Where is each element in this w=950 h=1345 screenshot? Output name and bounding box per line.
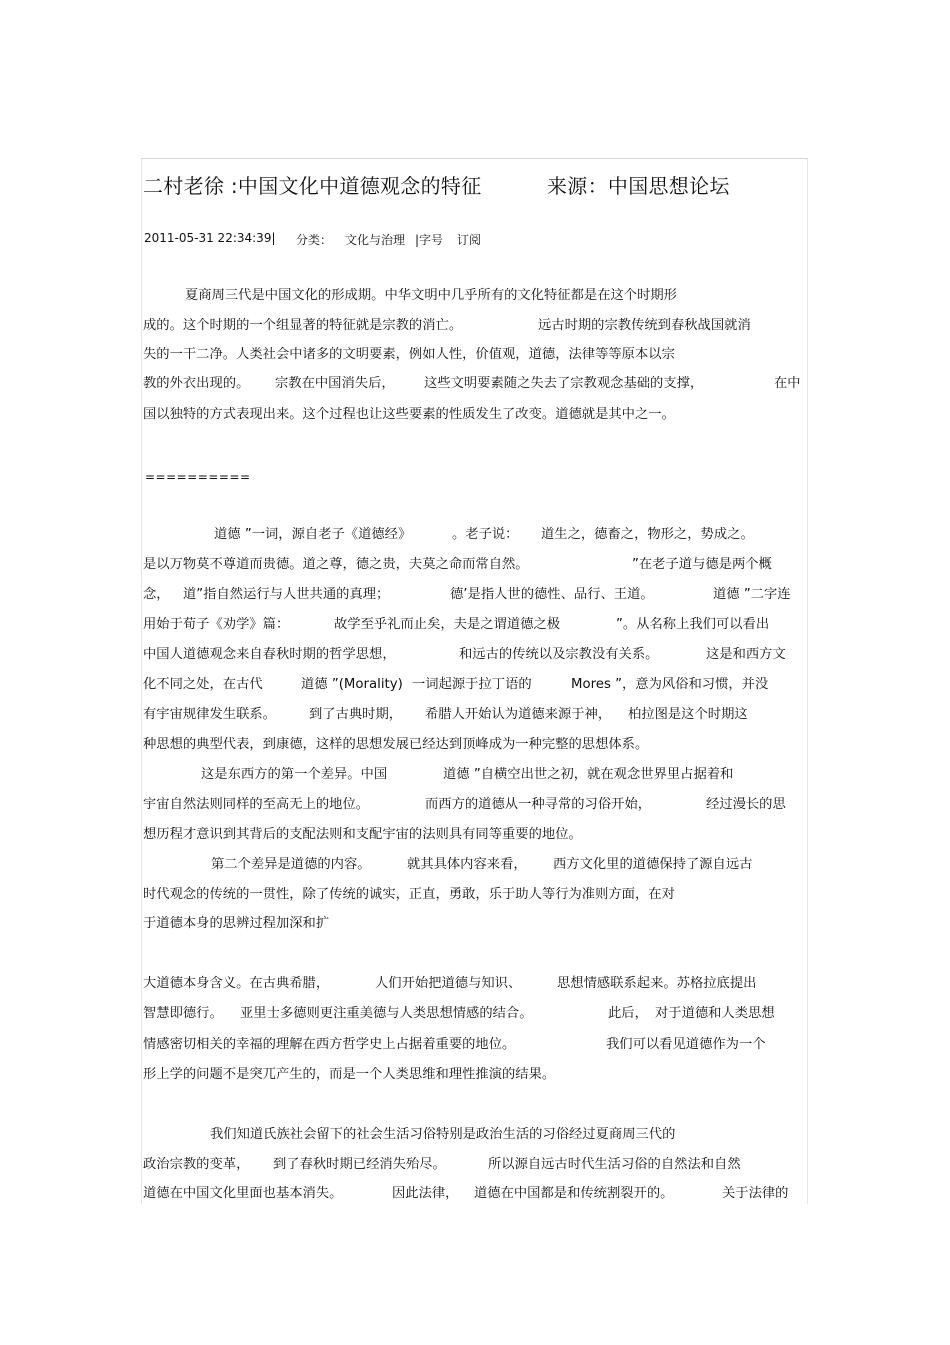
text-line: 中国人道德观念来自春秋时期的哲学思想， — [143, 647, 396, 662]
text-line: 关于法律的 — [722, 1186, 789, 1201]
text-line: 道德 ”一词，源自老子《道德经》 — [214, 527, 412, 542]
text-line: 我们可以看见道德作为一个 — [606, 1037, 766, 1052]
text-line: 想历程才意识到其背后的支配法则和支配宇宙的法则具有同等重要的地位。 — [143, 827, 582, 842]
text-line: 此后， — [608, 1006, 648, 1021]
text-line: 德’是指人世的德性、品行、王道。 — [450, 587, 654, 602]
text-line: Mores ”，意为风俗和习惯，并没 — [571, 677, 769, 692]
text-line: 对于道德和人类思想 — [655, 1006, 775, 1021]
category-label: 分类： — [296, 233, 333, 247]
text-line: 宇宙自然法则同样的至高无上的地位。 — [143, 797, 370, 812]
text-line: 思想情感联系起来。苏格拉底提出 — [557, 976, 757, 991]
text-line: 夏商周三代是中国文化的形成期。中华文明中几乎所有的文化特征都是在这个时期形 — [185, 288, 677, 303]
text-line: 失的一干二净。人类社会中诸多的文明要素，例如人性，价值观，道德，法律等等原本以宗 — [143, 347, 675, 362]
text-line: 这是东西方的第一个差异。中国 — [201, 767, 388, 782]
text-line: 国以独特的方式表现出来。这个过程也让这些要素的性质发生了改变。道德就是其中之一。 — [143, 407, 675, 422]
text-line: 这是和西方文 — [706, 647, 786, 662]
text-line: 。老子说： — [452, 527, 519, 542]
text-line: 道德在中国文化里面也基本消失。 — [143, 1186, 343, 1201]
category-link[interactable]: 文化与治理 — [345, 233, 406, 247]
text-line: 这些文明要素随之失去了宗教观念基础的支撑， — [424, 376, 704, 391]
text-line: 希腊人开始认为道德来源于神， — [425, 707, 612, 722]
text-line: 化不同之处，在古代 — [143, 677, 263, 692]
text-line: 因此法律， — [392, 1186, 459, 1201]
text-line: 于道德本身的思辨过程加深和扩 — [143, 916, 330, 931]
text-line: 道德 ”自横空出世之初，就在观念世界里占据着和 — [443, 767, 734, 782]
text-line: 成的。这个时期的一个组显著的特征就是宗教的消亡。 — [143, 318, 463, 333]
text-line: 就其具体内容来看， — [407, 857, 527, 872]
separator: ========== — [145, 470, 251, 484]
article-source: 来源：中国思想论坛 — [547, 174, 730, 198]
text-line: 亚里士多德则更注重美德与人类思想情感的结合。 — [240, 1006, 533, 1021]
text-line: 人们开始把道德与知识、 — [375, 976, 522, 991]
text-line: 故学至乎礼而止矣，夫是之谓道德之极 — [334, 617, 561, 632]
text-line: 而西方的道德从一种寻常的习俗开始， — [425, 797, 652, 812]
text-line: 到了春秋时期已经消失殆尽。 — [273, 1157, 446, 1172]
text-line: 我们知道氏族社会留下的社会生活习俗特别是政治生活的习俗经过夏商周三代的 — [210, 1127, 676, 1142]
text-line: 政治宗教的变革， — [143, 1157, 250, 1172]
text-line: 时代观念的传统的一贯性，除了传统的诚实，正直，勇敢，乐于助人等行为准则方面，在对 — [143, 887, 675, 902]
text-line: 一词起源于拉丁语的 — [412, 677, 532, 692]
text-line: 所以源自远古时代生活习俗的自然法和自然 — [488, 1157, 741, 1172]
text-line: 远古时期的宗教传统到春秋战国就消 — [538, 318, 751, 333]
text-line: 宗教在中国消失后， — [275, 376, 395, 391]
text-line: 道生之，德畜之，物形之，势成之。 — [541, 527, 754, 542]
text-line: 柏拉图是这个时期这 — [628, 707, 748, 722]
text-line: 智慧即德行。 — [143, 1006, 223, 1021]
text-line: 种思想的典型代表，到康德，这样的思想发展已经达到顶峰成为一种完整的思想体系。 — [143, 737, 649, 752]
text-line: 经过漫长的思 — [706, 797, 786, 812]
article-title: 二村老徐 :中国文化中道德观念的特征 — [143, 174, 482, 198]
text-line: 道德 ”(Morality) — [301, 677, 403, 692]
text-line: ”。从名称上我们可以看出 — [616, 617, 770, 632]
text-line: 是以万物莫不尊道而贵德。道之尊，德之贵，夫莫之命而常自然。 — [143, 557, 529, 572]
text-line: 到了古典时期， — [309, 707, 403, 722]
text-line: 用始于荀子《劝学》篇： — [143, 617, 290, 632]
text-line: 和远古的传统以及宗教没有关系。 — [459, 647, 659, 662]
text-line: 教的外衣出现的。 — [143, 376, 250, 391]
text-line: 在中 — [774, 376, 801, 391]
text-line: ”在老子道与德是两个概 — [632, 557, 772, 572]
subscribe-link[interactable]: 订阅 — [457, 233, 482, 247]
text-line: 道德在中国都是和传统割裂开的。 — [474, 1186, 674, 1201]
text-line: 西方文化里的道德保持了源自远古 — [553, 857, 753, 872]
text-line: 道”指自然运行与人世共通的真理； — [183, 587, 390, 602]
text-line: 第二个差异是道德的内容。 — [211, 857, 371, 872]
text-line: 道德 ”二字连 — [713, 587, 791, 602]
text-line: 有宇宙规律发生联系。 — [143, 707, 276, 722]
text-line: 形上学的问题不是突兀产生的，而是一个人类思维和理性推演的结果。 — [143, 1067, 556, 1082]
text-line: 情感密切相关的幸福的理解在西方哲学史上占据着重要的地位。 — [143, 1037, 516, 1052]
post-datetime: 2011-05-31 22:34:39| — [144, 231, 276, 245]
text-line: 念， — [143, 587, 170, 602]
text-line: 大道德本身含义。在古典希腊， — [143, 976, 330, 991]
font-size-link[interactable]: |字号 — [415, 233, 444, 247]
